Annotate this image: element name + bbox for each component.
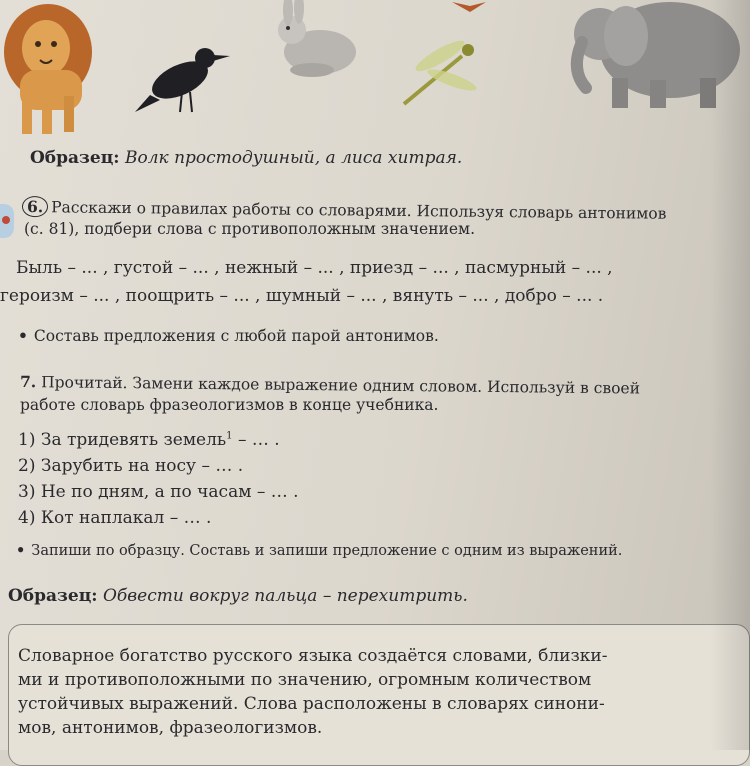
task-7-bullet-text: Запиши по образцу. Составь и запиши предложение с одним из выражений. bbox=[31, 543, 623, 559]
info-box-line-2: ми и противоположными по значению, огромным количеством bbox=[18, 670, 592, 690]
bullet-icon: • bbox=[16, 542, 26, 559]
task-7-text-1: Прочитай. Замени каждое выражение одним словом. Используй в своей bbox=[41, 373, 641, 398]
task-6-text-1: Расскажи о правилах работы со словарями. Используя словарь антонимов bbox=[51, 198, 667, 223]
task-6-words-line-2: героизм – ... , поощрить – ... , шумный – ... , вянуть – ... , добро – ... . bbox=[0, 286, 604, 306]
info-box-line-3: устойчивых выражений. Слова расположены в словарях синони- bbox=[18, 694, 605, 714]
task-7-number: 7. bbox=[19, 372, 37, 392]
task-7-item-1: 1) За тридевять земель$^1$ – … . bbox=[18, 430, 280, 450]
example-label: Образец: bbox=[8, 586, 98, 606]
info-box-line-4: мов, антонимов, фразеологизмов. bbox=[18, 718, 323, 738]
example-text: Обвести вокруг пальца – перехитрить. bbox=[102, 586, 468, 606]
task-6-instruction-line-2: (с. 81), подбери слова с противоположным значением. bbox=[24, 220, 476, 238]
example-label: Образец: bbox=[30, 148, 120, 168]
example-text: Волк простодушный, а лиса хитрая. bbox=[124, 148, 463, 168]
task-7-instruction-line-2: работе словарь фразеологизмов в конце учебника. bbox=[20, 396, 439, 414]
elephant-illustration bbox=[452, 2, 740, 108]
task-7-item-3: 3) Не по дням, а по часам – … . bbox=[18, 482, 299, 502]
task-7-item-4: 4) Кот наплакал – … . bbox=[18, 508, 212, 528]
page-shadow bbox=[710, 0, 750, 750]
animal-illustrations bbox=[0, 0, 750, 140]
lion-illustration bbox=[4, 4, 92, 134]
task-6-number: 6. bbox=[22, 196, 48, 217]
crow-illustration bbox=[135, 48, 230, 112]
dragonfly-illustration bbox=[404, 36, 478, 104]
footnote-mark: 1 bbox=[226, 430, 233, 442]
task-7-instruction-line-1 bbox=[20, 372, 640, 397]
example-2 bbox=[8, 586, 468, 606]
task-6-marker-dot bbox=[2, 216, 10, 224]
task-6-bullet-text: Составь предложения с любой парой антонимов. bbox=[33, 327, 439, 345]
task-6-bullet bbox=[18, 326, 439, 345]
task-7-bullet bbox=[16, 542, 622, 559]
example-1 bbox=[30, 148, 462, 168]
info-box-line-1: Словарное богатство русского языка создаётся словами, близки- bbox=[18, 646, 608, 666]
hare-illustration bbox=[278, 0, 356, 77]
task-6-words-line-1: Быль – ... , густой – ... , нежный – ... , приезд – ... , пасмурный – ... , bbox=[16, 258, 613, 278]
task-7-item-2: 2) Зарубить на носу – … . bbox=[18, 456, 244, 476]
bullet-icon: • bbox=[18, 326, 28, 345]
